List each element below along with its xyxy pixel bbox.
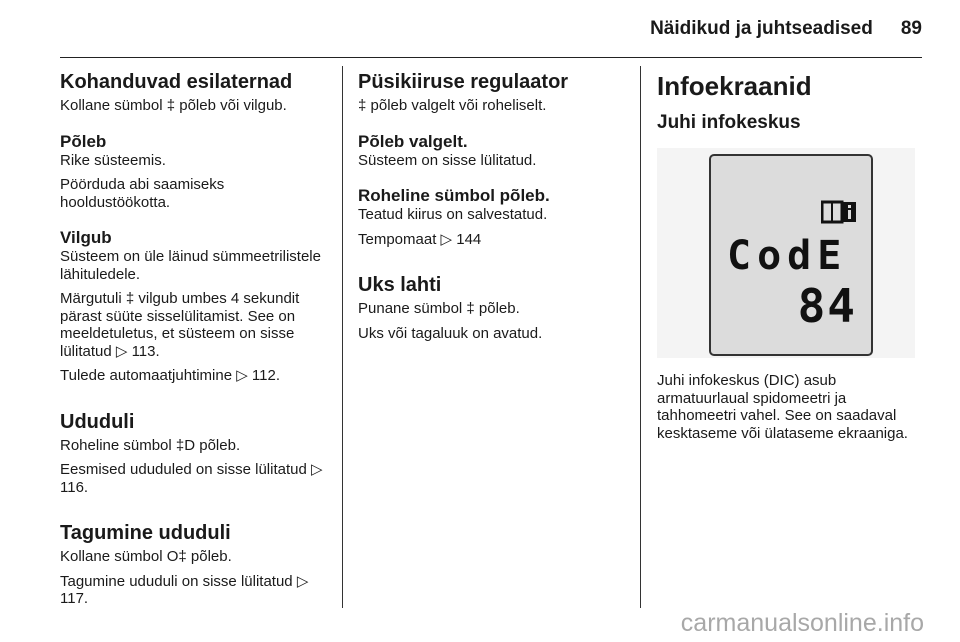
column-divider-1 [342,66,343,608]
paragraph: Tagumine ududuli on sisse lülitatud ▷ 117. [60,572,309,607]
paragraph: Kollane sümbol O‡ põleb. [60,548,232,565]
paragraph: Roheline sümbol ‡D põleb. [60,436,241,454]
subheading-poleb: Põleb [60,131,107,151]
column-divider-2 [640,66,641,608]
paragraph: Süsteem on sisse lülitatud. [358,151,537,169]
section-title-fog-light: Ududuli [60,410,135,433]
header-rule [60,57,922,58]
watermark: carmanualsonline.info [680,609,924,637]
paragraph: Kollane sümbol ‡ põleb või vilgub. [60,97,287,114]
column-3 [657,70,925,449]
subheading-vilgub: Vilgub [60,228,112,247]
column-2 [358,70,626,349]
section-title-info-displays: Infoekraanid [657,71,812,101]
lcd-code-text: CodE [727,233,848,279]
paragraph: Pöörduda abi saamiseks hooldustöökotta. [60,176,225,211]
section-title-rear-fog-light: Tagumine ududuli [60,522,231,544]
paragraph: Eesmised ududuled on sisse lülitatud ▷ 116. [60,461,323,496]
paragraph: Märgutuli ‡ vilgub umbes 4 sekundit pärast süüte sisselülitamist. See on meeldetuletus, et süsteem on sisse lülitatud ▷ 113. [60,290,300,360]
lcd-display [709,154,873,356]
section-title-adaptive-headlights: Kohanduvad esilaternad [60,71,293,93]
subheading-driver-info-center: Juhi infokeskus [657,112,801,133]
lcd-number-text: 84 [797,279,857,333]
paragraph: Rike süsteemis. [60,151,166,169]
paragraph: Teatud kiirus on salvestatud. [358,206,548,223]
paragraph: Süsteem on üle läinud sümmeetrilistele lähituledele. [60,248,321,283]
subheading-poleb-valgelt: Põleb valgelt. [358,131,468,151]
page-header [650,18,922,40]
book-info-icon [821,200,857,224]
header-title: Näidikud ja juhtseadised [650,18,873,39]
section-title-door-open: Uks lahti [358,274,442,296]
section-title-cruise-control: Püsikiiruse regulaator [358,71,569,93]
paragraph: Tulede automaatjuhtimine ▷ 112. [60,367,280,384]
dic-illustration [657,148,915,358]
page-number: 89 [900,18,922,39]
subheading-roheline: Roheline sümbol põleb. [358,186,550,205]
column-1 [60,70,332,615]
paragraph: ‡ põleb valgelt või roheliselt. [358,97,547,114]
paragraph: Tempomaat ▷ 144 [358,230,482,248]
paragraph: Juhi infokeskus (DIC) asub armatuurlaual spidomeetri ja tahhomeetri vahel. See on saadaval kesktaseme või ülataseme ekraaniga. [657,372,908,442]
paragraph: Uks või tagaluuk on avatud. [358,324,543,342]
paragraph: Punane sümbol ‡ põleb. [358,300,520,317]
